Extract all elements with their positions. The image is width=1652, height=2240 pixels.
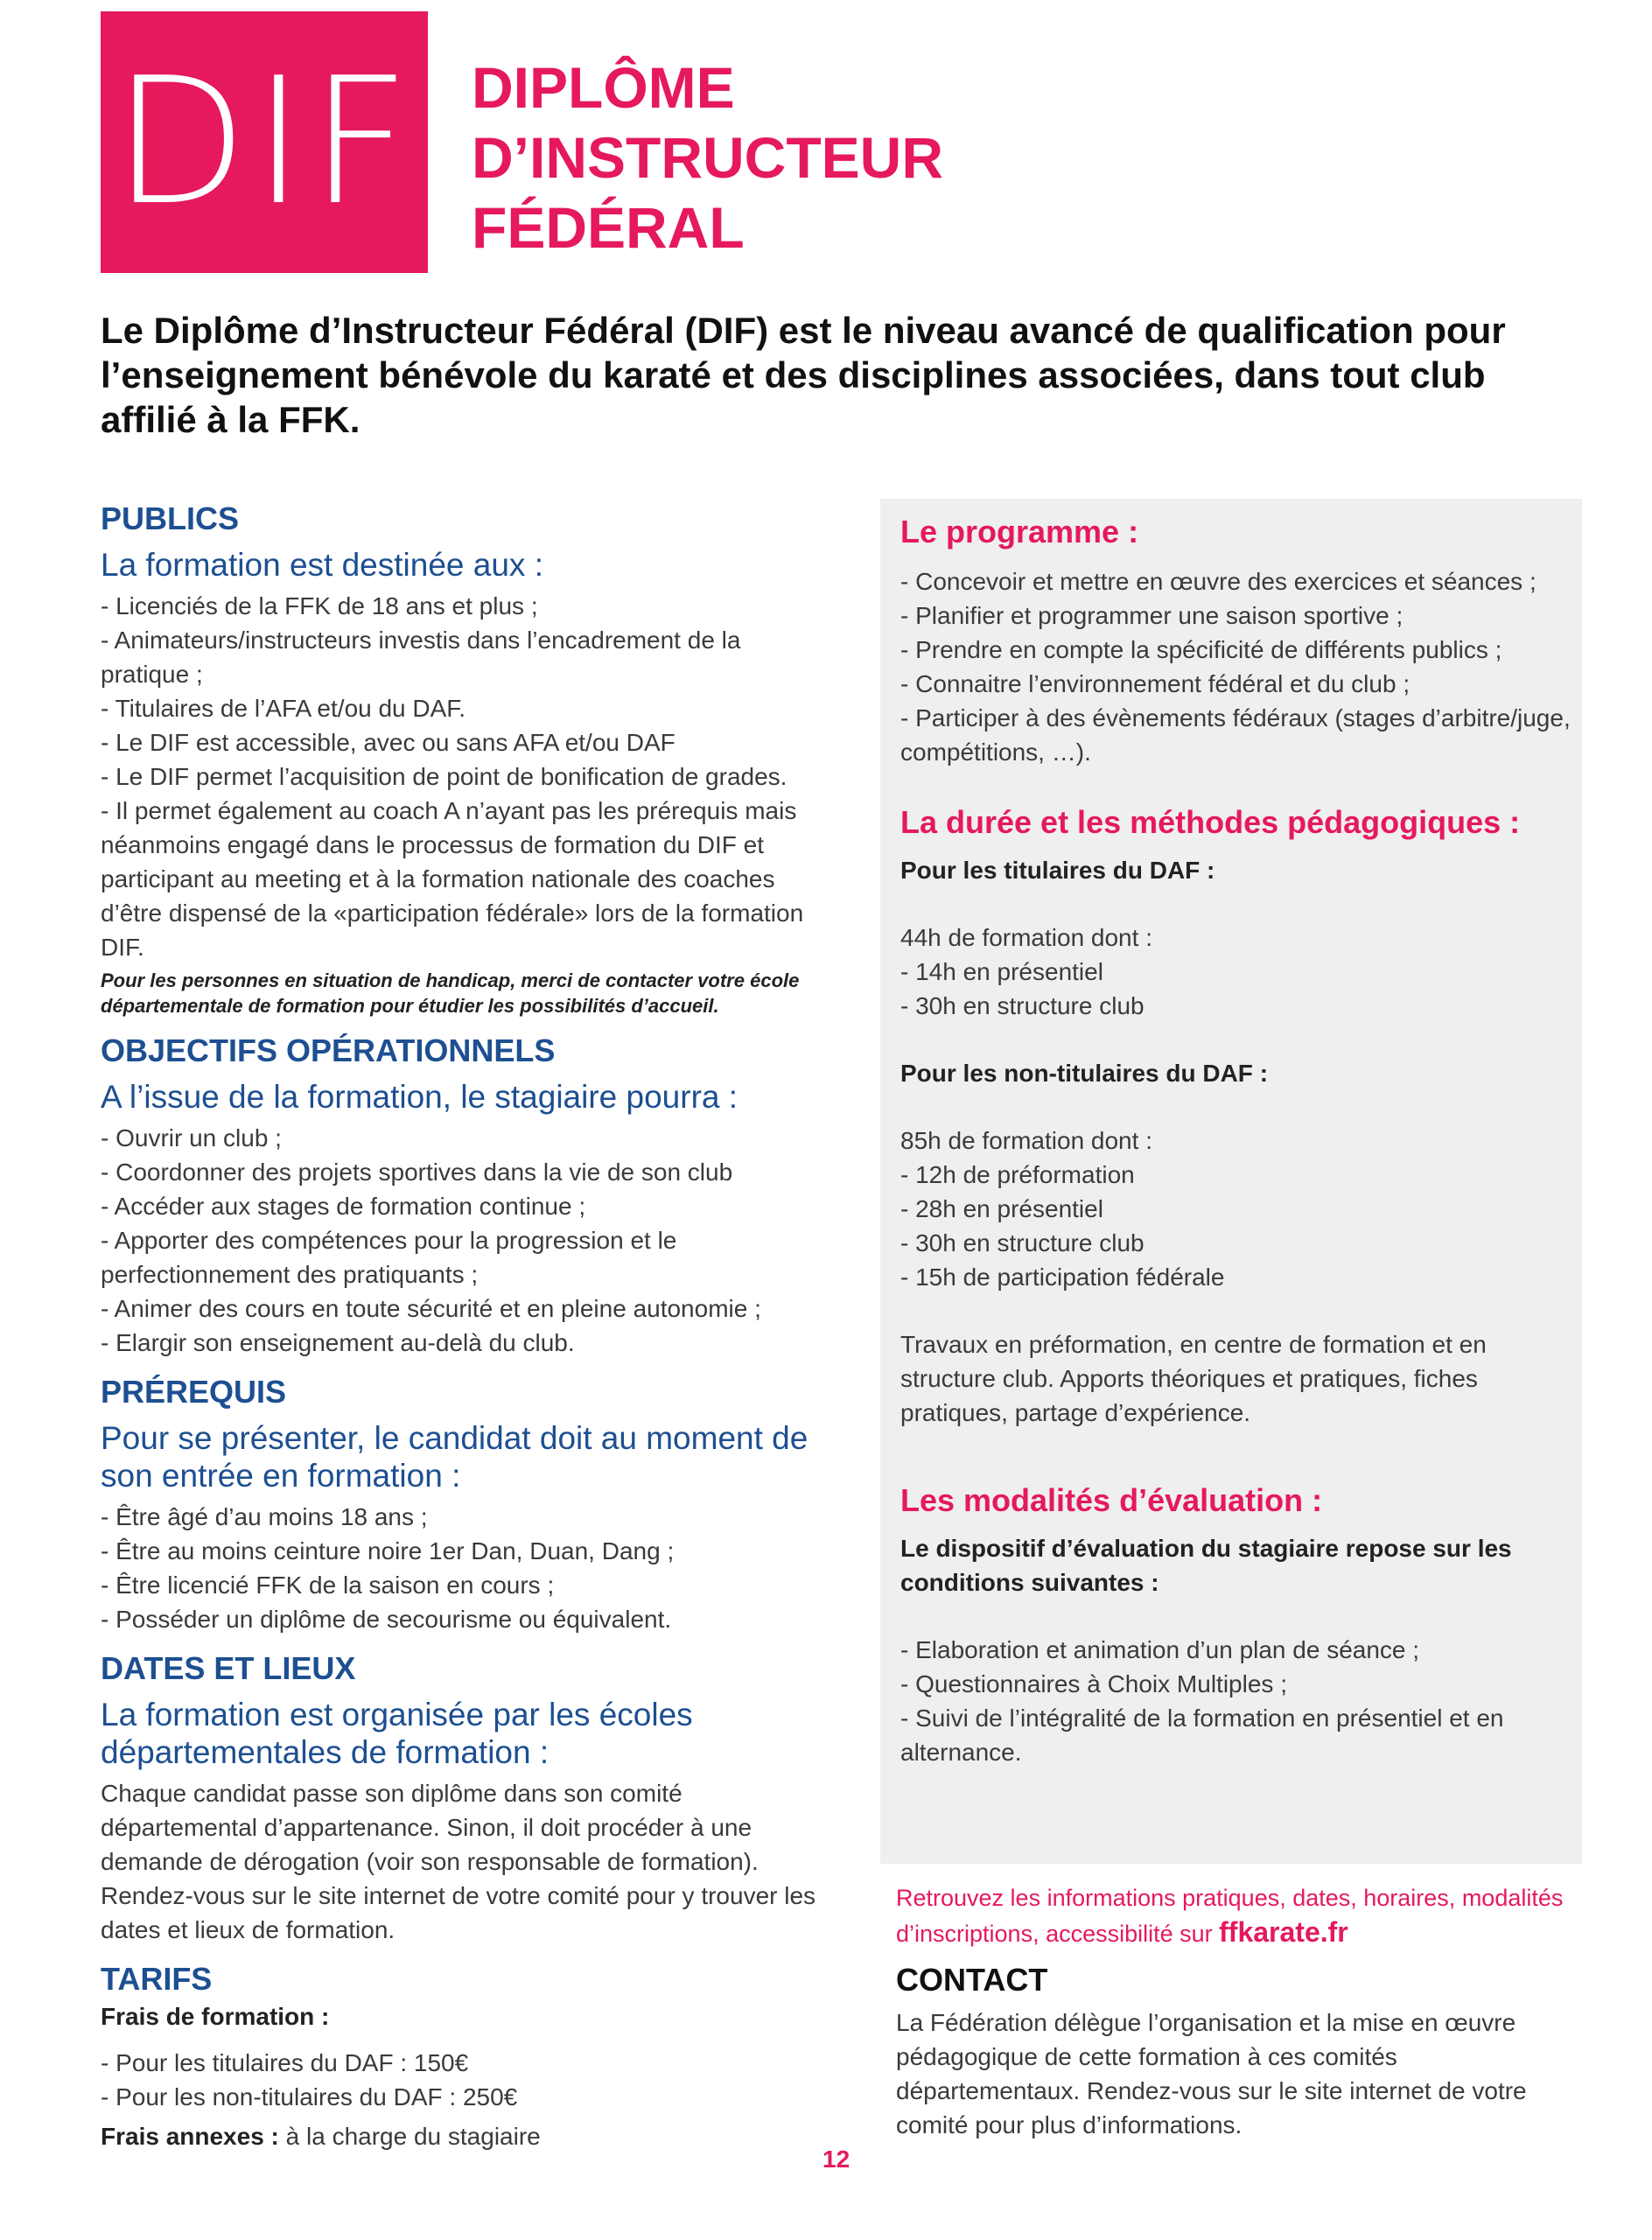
right-column — [900, 512, 1574, 1769]
list-item: - Le DIF est accessible, avec ou sans AFA et/ou DAF — [101, 729, 676, 756]
list-item: - Animer des cours en toute sécurité et en pleine autonomie ; — [101, 1295, 761, 1322]
list-item: - Accéder aux stages de formation continue ; — [101, 1193, 586, 1220]
list-item: - Apporter des compétences pour la progression et le perfectionnement des pratiquants ; — [101, 1227, 677, 1288]
annexes-label: Frais annexes : — [101, 2123, 279, 2150]
tarifs-heading: TARIFS — [101, 1961, 213, 1997]
publics-list — [101, 589, 836, 964]
evaluation-list — [900, 1633, 1574, 1769]
list-item: - Pour les titulaires du DAF : 150€ — [101, 2049, 469, 2076]
programme-list — [900, 564, 1574, 769]
list-item: - Être âgé d’au moins 18 ans ; — [101, 1503, 428, 1530]
title-line: D’INSTRUCTEUR — [472, 125, 943, 190]
list-item: - Être licencié FFK de la saison en cours ; — [101, 1572, 555, 1599]
title-line: FÉDÉRAL — [472, 195, 745, 260]
info-contact — [896, 1881, 1578, 2142]
list-item: - Suivi de l’intégralité de la formation en présentiel et en alternance. — [900, 1704, 1504, 1766]
list-item: - Titulaires de l’AFA et/ou du DAF. — [101, 695, 466, 722]
prerequis-heading: PRÉREQUIS — [101, 1374, 287, 1410]
nondaf-list — [900, 1124, 1574, 1294]
objectifs-subheading: A l’issue de la formation, le stagiaire pourra : — [101, 1079, 738, 1115]
frais-annexes — [101, 2119, 836, 2153]
evaluation-intro: Le dispositif d’évaluation du stagiaire repose sur les conditions suivantes : — [900, 1535, 1512, 1596]
nondaf-label: Pour les non-titulaires du DAF : — [900, 1060, 1269, 1087]
objectifs-heading: OBJECTIFS OPÉRATIONNELS — [101, 1032, 556, 1068]
list-item: - Coordonner des projets sportives dans la vie de son club — [101, 1158, 733, 1186]
list-item: - Questionnaires à Choix Multiples ; — [900, 1670, 1287, 1698]
publics-subheading: La formation est destinée aux : — [101, 547, 543, 583]
ffkarate-link[interactable]: ffkarate.fr — [1219, 1916, 1348, 1948]
list-item: - Posséder un diplôme de secourisme ou équivalent. — [101, 1606, 672, 1633]
page-title — [472, 52, 1259, 262]
list-item: - Il permet également au coach A n’ayant pas les prérequis mais néanmoins engagé dans le processus de formation du DIF et participant au meeting et à la formation nationale des coaches d’être dispensé de la «participation fédérale» lors de la formation DIF. — [101, 797, 804, 961]
contact-heading: CONTACT — [896, 1962, 1048, 1998]
programme-heading: Le programme : — [900, 514, 1139, 550]
daf-list — [900, 920, 1574, 1023]
annexes-value: à la charge du stagiaire — [278, 2123, 541, 2150]
duree-heading: La durée et les méthodes pédagogiques : — [900, 804, 1521, 840]
list-item: - Être au moins ceinture noire 1er Dan, Duan, Dang ; — [101, 1537, 675, 1564]
evaluation-heading: Les modalités d’évaluation : — [900, 1482, 1323, 1518]
list-item: - Planifier et programmer une saison sportive ; — [900, 602, 1404, 629]
logo-text: DIF — [112, 40, 416, 244]
daf-label: Pour les titulaires du DAF : — [900, 857, 1215, 884]
list-item: - 28h en présentiel — [900, 1195, 1103, 1222]
prerequis-list — [101, 1500, 836, 1636]
prerequis-subheading: Pour se présenter, le candidat doit au moment de son entrée en formation : — [101, 1420, 808, 1494]
title-line: DIPLÔME — [472, 55, 735, 120]
objectifs-list — [101, 1121, 836, 1360]
list-item: - Participer à des évènements fédéraux (stages d’arbitre/juge, compétitions, …). — [900, 704, 1571, 766]
dates-heading: DATES ET LIEUX — [101, 1650, 356, 1686]
tarifs-list — [101, 2046, 836, 2114]
list-item: - Elargir son enseignement au-delà du club. — [101, 1329, 575, 1356]
list-item: - 30h en structure club — [900, 992, 1144, 1019]
publics-heading: PUBLICS — [101, 500, 240, 536]
list-item: 44h de formation dont : — [900, 924, 1152, 951]
list-item: - Ouvrir un club ; — [101, 1124, 282, 1152]
page-number: 12 — [822, 2146, 850, 2173]
duree-text: Travaux en préformation, en centre de formation et en structure club. Apports théoriques et pratiques, fiches pratiques, partage d’expérience. — [900, 1331, 1487, 1426]
info-sentence: Retrouvez les informations pratiques, dates, horaires, modalités d’inscriptions, accessibilité sur — [896, 1885, 1564, 1947]
list-item: - Prendre en compte la spécificité de différents publics ; — [900, 636, 1502, 663]
frais-label: Frais de formation : — [101, 2003, 330, 2030]
list-item: - Licenciés de la FFK de 18 ans et plus ; — [101, 592, 538, 620]
list-item: - 15h de participation fédérale — [900, 1264, 1225, 1291]
dates-text: Chaque candidat passe son diplôme dans son comité départemental d’appartenance. Sinon, il doit procéder à une demande de dérogation (voir son responsable de formation). Rendez-vous sur le site internet de votre comité pour y trouver les dates et lieux de formation. — [101, 1780, 816, 1943]
list-item: - Pour les non-titulaires du DAF : 250€ — [101, 2083, 518, 2110]
contact-text: La Fédération délègue l’organisation et la mise en œuvre pédagogique de cette formation à ces comités départementaux. Rendez-vous sur le site internet de votre comité pour plus d’informations. — [896, 2009, 1527, 2138]
list-item: - Connaitre l’environnement fédéral et du club ; — [900, 670, 1410, 697]
list-item: - 12h de préformation — [900, 1161, 1135, 1188]
dates-subheading: La formation est organisée par les écoles départementales de formation : — [101, 1697, 693, 1770]
left-column — [101, 499, 836, 2153]
list-item: - Concevoir et mettre en œuvre des exercices et séances ; — [900, 568, 1536, 595]
dif-logo — [101, 11, 428, 273]
intro-paragraph: Le Diplôme d’Instructeur Fédéral (DIF) est le niveau avancé de qualification pour l’enseignement bénévole du karaté et des disciplines associées, dans tout club affilié à la FFK. — [101, 310, 1506, 440]
handicap-note: Pour les personnes en situation de handicap, merci de contacter votre école départementale de formation pour étudier les possibilités d’accueil. — [101, 970, 800, 1017]
list-item: - 14h en présentiel — [900, 958, 1103, 985]
list-item: - Le DIF permet l’acquisition de point de bonification de grades. — [101, 763, 788, 790]
list-item: 85h de formation dont : — [900, 1127, 1152, 1154]
list-item: - Elaboration et animation d’un plan de séance ; — [900, 1636, 1420, 1663]
info-text — [896, 1881, 1578, 1951]
list-item: - Animateurs/instructeurs investis dans l’encadrement de la pratique ; — [101, 626, 741, 688]
list-item: - 30h en structure club — [900, 1229, 1144, 1256]
